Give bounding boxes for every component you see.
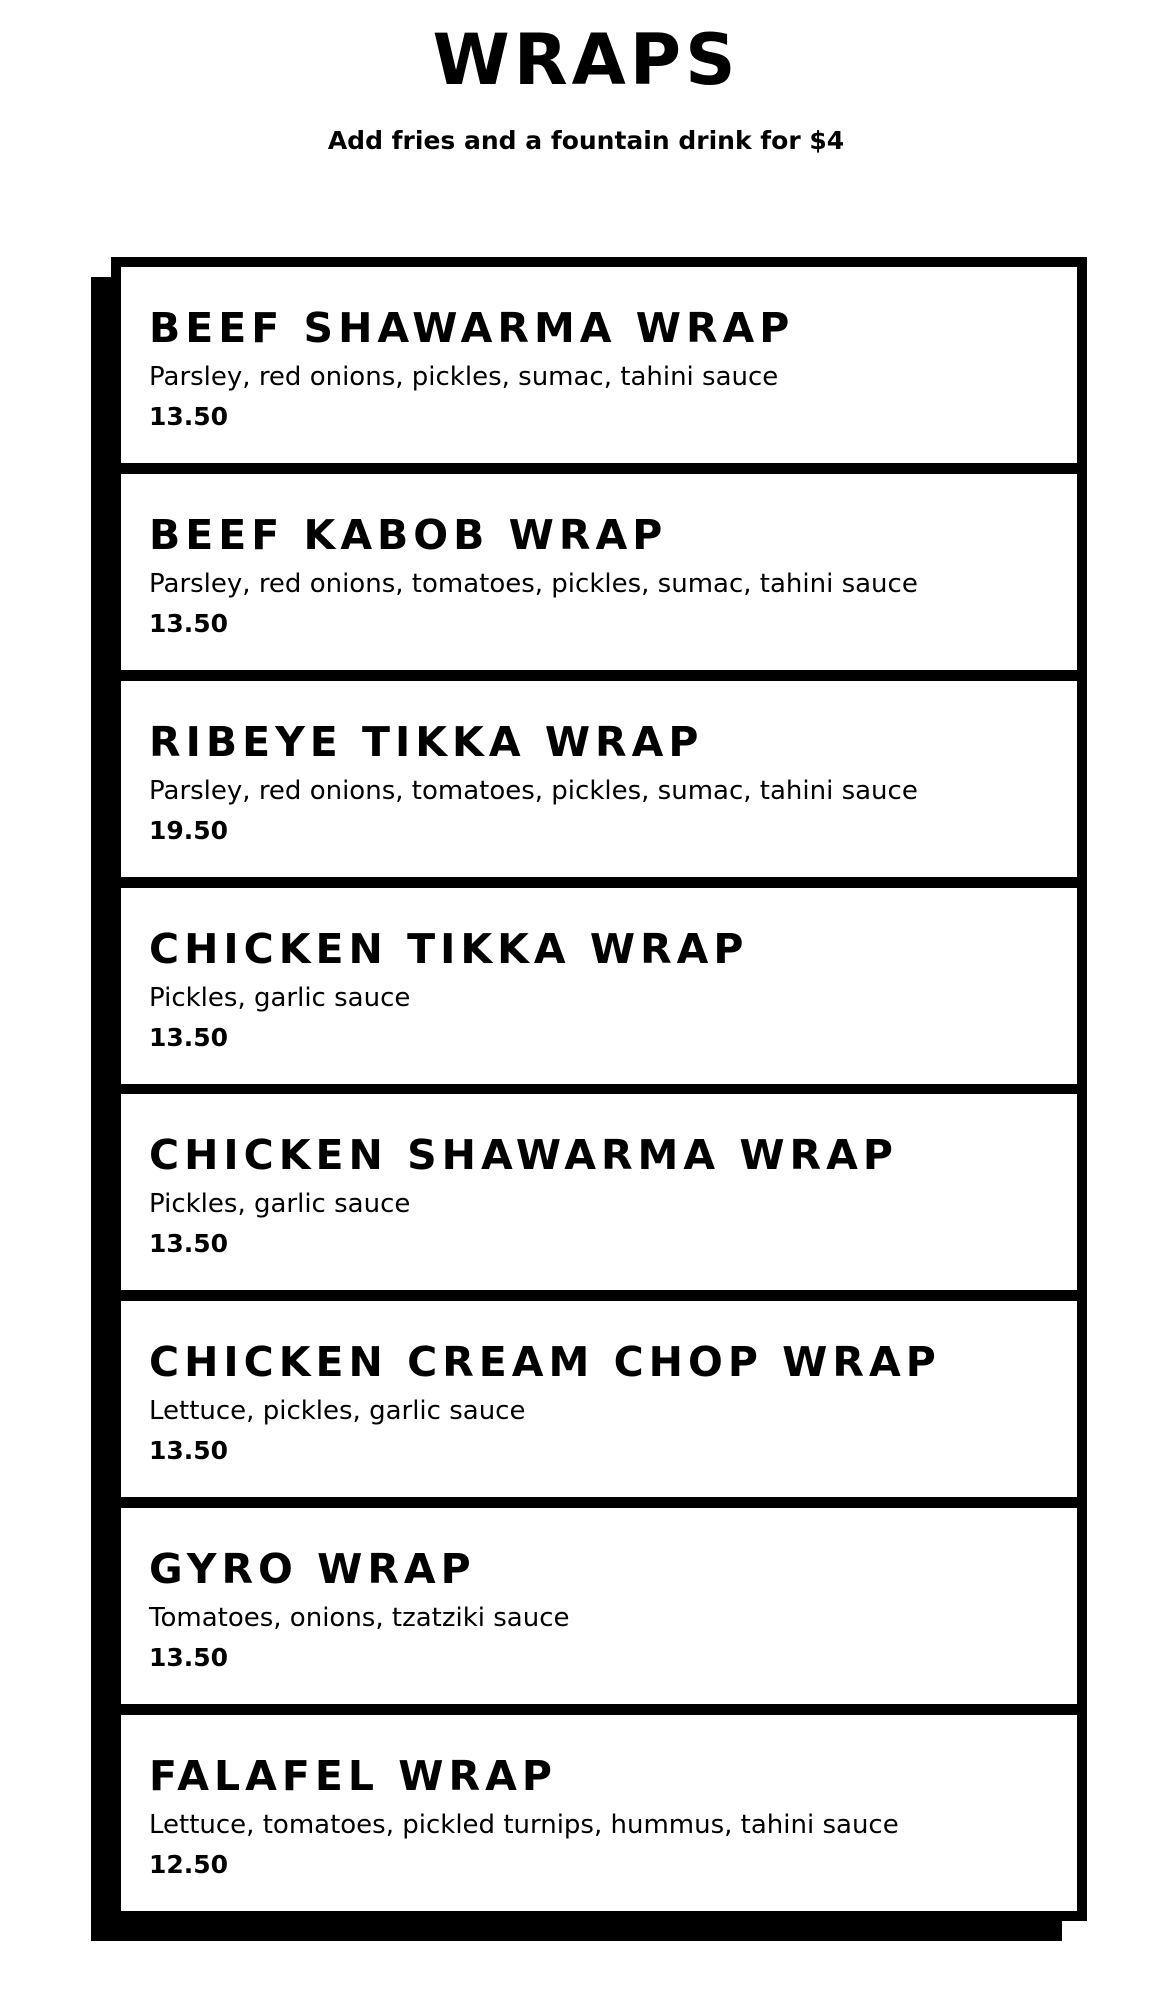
item-price: 13.50 [149,1643,229,1673]
item-price: 12.50 [149,1849,229,1879]
item-price: 13.50 [149,402,229,431]
item-price: 13.50 [149,608,229,638]
item-description: Parsley, red onions, tomatoes, pickles, sumac, tahini sauce [149,775,918,806]
item-description: Tomatoes, onions, tzatziki sauce [149,1603,570,1634]
item-description: Lettuce, tomatoes, pickled turnips, hummus, tahini sauce [149,1809,899,1840]
item-description: Pickles, garlic sauce [149,1189,411,1220]
item-name: CHICKEN SHAWARMA WRAP [149,1131,898,1180]
page-subtitle: Add fries and a fountain drink for $4 [327,126,845,155]
page-title: WRAPS [432,19,740,101]
item-description: Parsley, red onions, tomatoes, pickles, sumac, tahini sauce [149,568,918,599]
menu-item-beef-shawarma-wrap [121,267,1077,463]
item-description: Lettuce, pickles, garlic sauce [149,1396,526,1427]
item-name: FALAFEL WRAP [149,1751,557,1800]
item-price: 13.50 [149,1022,229,1052]
item-name: BEEF SHAWARMA WRAP [149,304,795,352]
menu-item-ribeye-tikka-wrap [121,681,1077,877]
item-price: 19.50 [149,815,229,845]
menu-list [111,257,1087,1921]
item-name: GYRO WRAP [149,1545,476,1594]
menu-item-chicken-shawarma-wrap [121,1094,1077,1290]
item-description: Parsley, red onions, pickles, sumac, tahini sauce [149,362,779,392]
item-price: 13.50 [149,1229,229,1259]
menu-item-chicken-cream-chop-wrap [121,1301,1077,1497]
item-name: BEEF KABOB WRAP [149,510,668,559]
menu-item-falafel-wrap [121,1715,1077,1911]
item-description: Pickles, garlic sauce [149,982,411,1013]
menu-item-chicken-tikka-wrap [121,888,1077,1084]
menu-item-beef-kabob-wrap [121,474,1077,670]
menu-item-gyro-wrap [121,1508,1077,1704]
item-name: CHICKEN CREAM CHOP WRAP [149,1338,941,1387]
item-name: RIBEYE TIKKA WRAP [149,717,704,766]
item-price: 13.50 [149,1436,229,1466]
item-name: CHICKEN TIKKA WRAP [149,924,749,973]
